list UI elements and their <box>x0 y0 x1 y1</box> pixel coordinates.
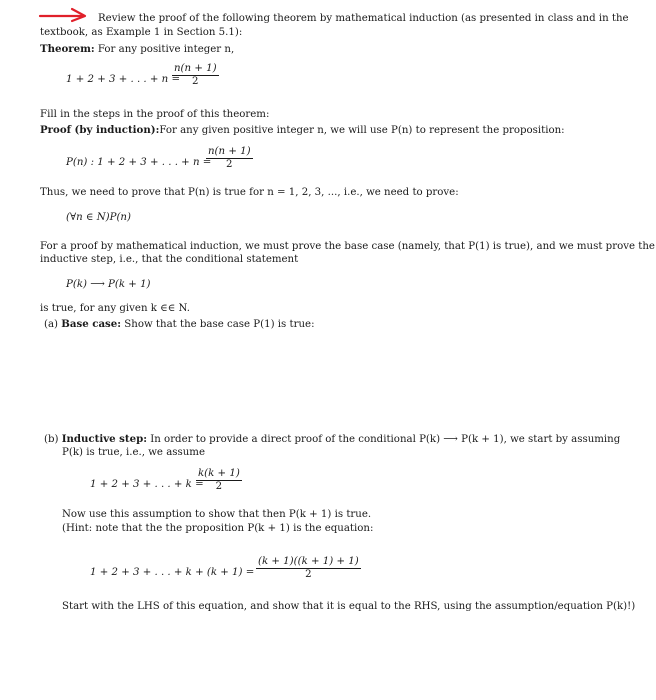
mi-line-1: For a proof by mathematical induction, we must prove the base case (namely, that P(1) is true), and we must prove the <box>40 241 655 252</box>
start-instruction: Start with the LHS of this equation, and show that it is equal to the RHS, using the assumption/equation P(k)!) <box>62 601 636 612</box>
assumption-fraction <box>196 468 242 493</box>
assumption-numerator: k(k + 1) <box>198 468 240 479</box>
proposition-fraction <box>206 146 253 171</box>
assumption-lhs: 1 + 2 + 3 + . . . + k = <box>90 479 204 490</box>
part-b-label: (b) <box>44 434 59 445</box>
theorem-text: For any positive integer n, <box>97 44 235 55</box>
theorem-statement <box>40 43 234 56</box>
assumption-denominator: 2 <box>215 481 223 492</box>
proposition-numerator: n(n + 1) <box>208 146 251 157</box>
intro-line-2: textbook, as Example 1 in Section 5.1): <box>40 27 243 38</box>
theorem-label: Theorem: <box>40 43 95 55</box>
conditional-statement: P(k) ⟶ P(k + 1) <box>66 279 151 290</box>
part-a-label: (a) <box>44 319 59 330</box>
proof-label: Proof (by induction): <box>40 124 160 136</box>
part-b-line-2: P(k) is true, i.e., we assume <box>62 447 205 458</box>
proof-statement <box>40 124 565 137</box>
theorem-fraction <box>172 63 219 88</box>
proposition-denominator: 2 <box>226 159 233 170</box>
now-use-statement: Now use this assumption to show that then P(k + 1) is true. <box>62 509 372 520</box>
intro-line-1: Review the proof of the following theorem by mathematical induction (as presented in class and in the <box>98 13 629 24</box>
inductive-equation-numerator: (k + 1)((k + 1) + 1) <box>258 556 359 567</box>
theorem-equation-lhs: 1 + 2 + 3 + . . . + n = <box>66 74 181 85</box>
theorem-denominator: 2 <box>192 76 199 87</box>
hint-statement: (Hint: note that the the proposition P(k + 1) is the equation: <box>62 523 374 534</box>
theorem-numerator: n(n + 1) <box>174 63 217 74</box>
proof-text: For any given positive integer n, we will use P(n) to represent the proposition: <box>159 125 565 136</box>
red-arrow-icon <box>38 4 90 24</box>
inductive-equation-denominator: 2 <box>305 569 312 580</box>
inductive-equation-lhs: 1 + 2 + 3 + . . . + k + (k + 1) = <box>90 567 255 578</box>
proposition-lhs: P(n) : 1 + 2 + 3 + . . . + n = <box>66 157 212 168</box>
part-a-heading <box>44 318 315 331</box>
part-a-title: Base case: <box>61 318 122 330</box>
part-b-title: Inductive step: <box>61 433 147 445</box>
forall-statement: (∀n ∈ N)P(n) <box>66 212 131 223</box>
inductive-equation-fraction <box>256 556 361 581</box>
part-b-text: In order to provide a direct proof of the conditional P(k) ⟶ P(k + 1), we start by assuming <box>150 434 621 445</box>
fill-in-instruction: Fill in the steps in the proof of this theorem: <box>40 109 270 120</box>
any-k-statement: is true, for any given k ∈∈ N. <box>40 303 190 314</box>
mi-line-2: inductive step, i.e., that the conditional statement <box>40 254 299 265</box>
thus-statement: Thus, we need to prove that P(n) is true for n = 1, 2, 3, ..., i.e., we need to prove: <box>40 187 459 198</box>
part-b-heading <box>44 433 620 446</box>
part-a-text: Show that the base case P(1) is true: <box>124 319 315 330</box>
